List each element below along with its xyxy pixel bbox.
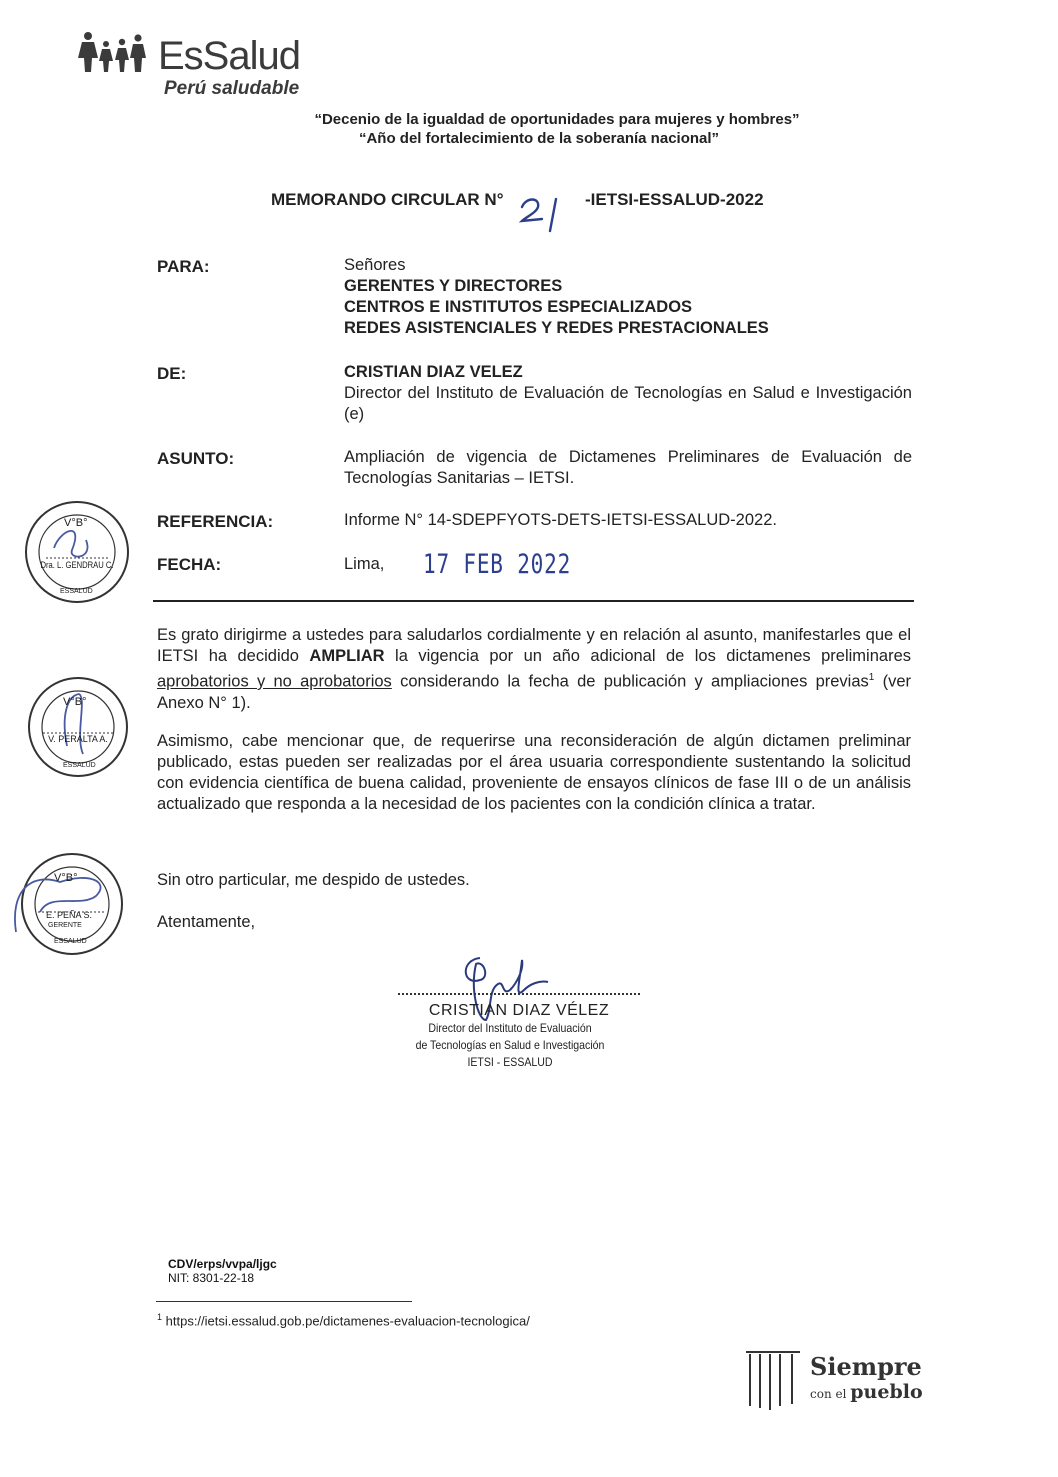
slogan-small [810,1381,923,1403]
fecha-label: FECHA: [157,555,222,574]
referencia-label: REFERENCIA: [157,512,274,531]
seal2-vb: V°B° [63,696,87,708]
asunto-value: Ampliación de vigencia de Dictamenes Preliminares de Evaluación de Tecnologías Sanitarias – IETSI. [344,448,912,487]
approval-seal-3 [10,852,126,956]
approval-seal-2 [27,676,129,778]
p1-text-d: (ver Anexo N° 1). [157,672,911,712]
essalud-logo [78,28,328,103]
handwritten-number-icon [516,193,576,233]
de-value [344,362,912,425]
asunto-label: ASUNTO: [157,449,235,468]
de-label: DE: [157,364,187,383]
seal2-name: V. PERALTA A. [48,734,108,744]
para-line-1: Señores [344,256,406,274]
paragraph-1 [157,625,911,714]
de-role: Director del Instituto de Evaluación de Tecnologías en Salud e Investigación (e) [344,384,912,423]
slogan-end: pueblo [850,1381,923,1403]
logo-tagline: Perú saludable [164,78,300,99]
seal3-vb: V°B° [54,872,78,884]
slogan-big: Siempre [810,1352,922,1381]
memo-title-suffix: -IETSI-ESSALUD-2022 [584,190,764,209]
footnote-url[interactable]: https://ietsi.essalud.gob.pe/dictamenes-evaluacion-tecnologica/ [165,1313,530,1329]
footer-ref-2: NIT: 8301-22-18 [168,1271,255,1285]
seal3-role: GERENTE [48,922,82,929]
footer-ref-1: CDV/erps/vvpa/ljgc [168,1257,277,1271]
memo-title [271,190,764,210]
footnote [157,1312,530,1328]
seal1-vb: V°B° [64,517,88,529]
para-line-3: CENTROS E INSTITUTOS ESPECIALIZADOS [344,298,693,316]
p1-text-c: considerando la fecha de publicación y ampliaciones previas [391,672,869,691]
p1-footnote-marker: 1 [868,672,875,683]
paragraph-4: Atentamente, [157,913,256,931]
para-line-4: REDES ASISTENCIALES Y REDES PRESTACIONALES [344,319,769,337]
footnote-divider [156,1301,412,1302]
seal1-bottom: ESSALUD [60,588,93,595]
footer-references [168,1257,277,1285]
para-label: PARA: [157,257,210,276]
paragraph-3: Sin otro particular, me despido de ustedes. [157,871,470,889]
date-stamp: 17 FEB 2022 [423,549,572,580]
header-divider [153,600,914,602]
para-line-2: GERENTES Y DIRECTORES [344,277,563,295]
logo-brand: EsSalud [158,34,300,78]
columns-icon [742,1348,804,1412]
referencia-value: Informe N° 14-SDEPFYOTS-DETS-IETSI-ESSALUD-2022. [344,511,777,529]
seal1-name: Dra. L. GENDRAU C. [40,560,114,570]
seal2-bottom: ESSALUD [63,762,96,769]
de-name: CRISTIAN DIAZ VELEZ [344,363,523,381]
signature-title-3: IETSI - ESSALUD [467,1055,553,1069]
seal3-name: E. PEÑA S. [46,910,93,920]
p1-underline: aprobatorios y no aprobatorios [157,672,392,691]
memo-title-prefix: MEMORANDO CIRCULAR N° [271,190,504,209]
family-figures-icon [78,30,158,74]
footnote-number: 1 [157,1312,163,1322]
signature-name: CRISTIAN DIAZ VÉLEZ [428,1002,610,1019]
seal3-bottom: ESSALUD [54,938,87,945]
signature-line [398,993,640,995]
motto-line-1: “Decenio de la igualdad de oportunidades para mujeres y hombres” [314,111,800,128]
signature-title-2: de Tecnologías en Salud e Investigación [415,1038,605,1052]
slogan-small-text: con el [810,1387,847,1401]
approval-seal-1 [24,500,130,604]
paragraph-2: Asimismo, cabe mencionar que, de requerirse una reconsideración de algún dictamen preliminar publicado, estas pueden ser realizadas por el área usuaria correspondiente sustentando la solicitud con evidencia científica de buena calidad, proveniente de ensayos clínicos de fase III o de un análisis actualizado que responda a la necesidad de los pacientes con la condición clínica a tratar. [157,732,911,813]
p1-text-b: la vigencia por un año adicional de los dictamenes preliminares [384,647,911,665]
para-value [344,255,912,339]
siempre-con-el-pueblo-logo [742,1348,932,1412]
p1-bold: AMPLIAR [309,647,385,665]
motto-line-2: “Año del fortalecimiento de la soberanía nacional” [358,130,720,147]
signature-title-1: Director del Instituto de Evaluación [428,1021,592,1035]
p1-text-a: Es grato dirigirme a ustedes para saludarlos cordialmente y en relación al asunto, manifestarles que el IETSI ha decidido [157,626,911,665]
fecha-place: Lima, [344,555,385,573]
